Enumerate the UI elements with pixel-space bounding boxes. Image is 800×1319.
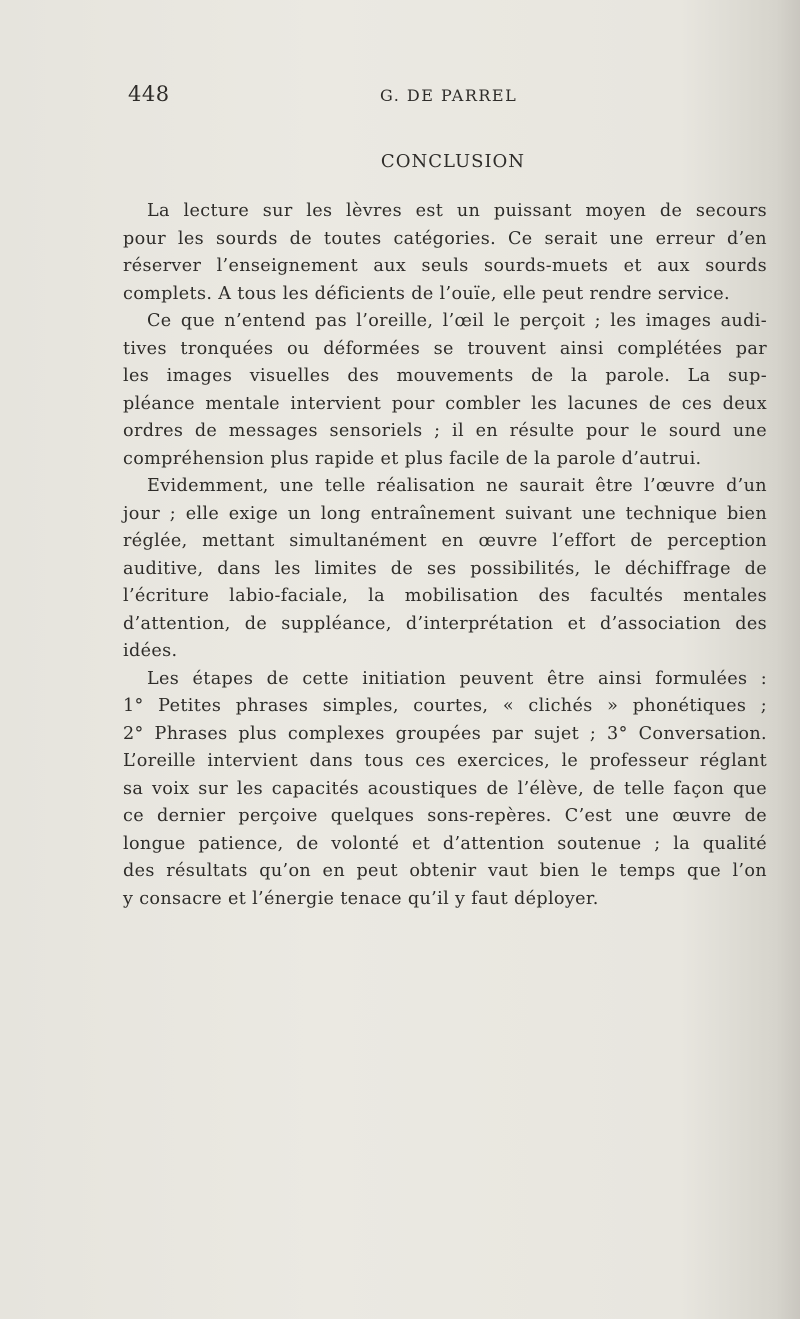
section-title: CONCLUSION	[380, 151, 526, 172]
text-line: ce dernier perçoive quelques sons-repères. C’est une œuvre de	[123, 806, 767, 826]
text-line: compréhension plus rapide et plus facile de la parole d’autrui.	[123, 448, 702, 469]
text-line: idées.	[123, 641, 178, 661]
page-number: 448	[128, 82, 170, 106]
text-line: pour les sourds de toutes catégories. Ce serait une erreur d’en	[123, 228, 767, 249]
text-line: Evidemment, une telle réalisation ne saurait être l’œuvre d’un	[147, 476, 767, 496]
text-line: des résultats qu’on en peut obtenir vaut bien le temps que l’on	[123, 861, 767, 881]
text-line: tives tronquées ou déformées se trouvent ainsi complétées par	[123, 338, 767, 359]
body-text	[123, 198, 767, 913]
paragraph	[123, 666, 767, 914]
text-line: l’écriture labio-faciale, la mobilisation des facultés mentales	[123, 586, 767, 606]
text-line: jour ; elle exige un long entraînement suivant une technique bien	[123, 503, 767, 524]
text-line: 1° Petites phrases simples, courtes, « clichés » phonétiques ;	[123, 696, 767, 716]
text-line: auditive, dans les limites de ses possibilités, le déchiffrage de	[123, 558, 767, 579]
text-line: les images visuelles des mouvements de la parole. La sup-	[123, 366, 767, 386]
text-line: sa voix sur les capacités acoustiques de l’élève, de telle façon que	[123, 778, 767, 799]
text-line: ordres de messages sensoriels ; il en résulte pour le sourd une	[123, 421, 767, 441]
text-line: L’oreille intervient dans tous ces exercices, le professeur réglant	[123, 751, 767, 771]
text-line: y consacre et l’énergie tenace qu’il y faut déployer.	[123, 888, 599, 909]
text-line: Ce que n’entend pas l’oreille, l’œil le perçoit ; les images audi-	[147, 311, 767, 331]
paragraph	[123, 473, 767, 666]
text-line: réserver l’enseignement aux seuls sourds-muets et aux sourds	[123, 256, 767, 276]
author-running-head: G. DE PARREL	[380, 86, 518, 105]
text-line: pléance mentale intervient pour combler les lacunes de ces deux	[123, 393, 767, 414]
text-line: 2° Phrases plus complexes groupées par sujet ; 3° Conversation.	[123, 723, 767, 744]
text-line: Les étapes de cette initiation peuvent être ainsi formulées :	[147, 668, 767, 689]
text-line: réglée, mettant simultanément en œuvre l’effort de perception	[123, 531, 767, 551]
text-line: d’attention, de suppléance, d’interprétation et d’association des	[123, 613, 767, 634]
text-line: complets. A tous les déficients de l’ouïe, elle peut rendre service.	[123, 283, 730, 304]
paragraph	[123, 308, 767, 473]
text-line: longue patience, de volonté et d’attention soutenue ; la qualité	[123, 833, 767, 854]
paragraph	[123, 198, 767, 308]
text-line: La lecture sur les lèvres est un puissant moyen de secours	[147, 201, 767, 221]
running-head	[128, 82, 768, 112]
